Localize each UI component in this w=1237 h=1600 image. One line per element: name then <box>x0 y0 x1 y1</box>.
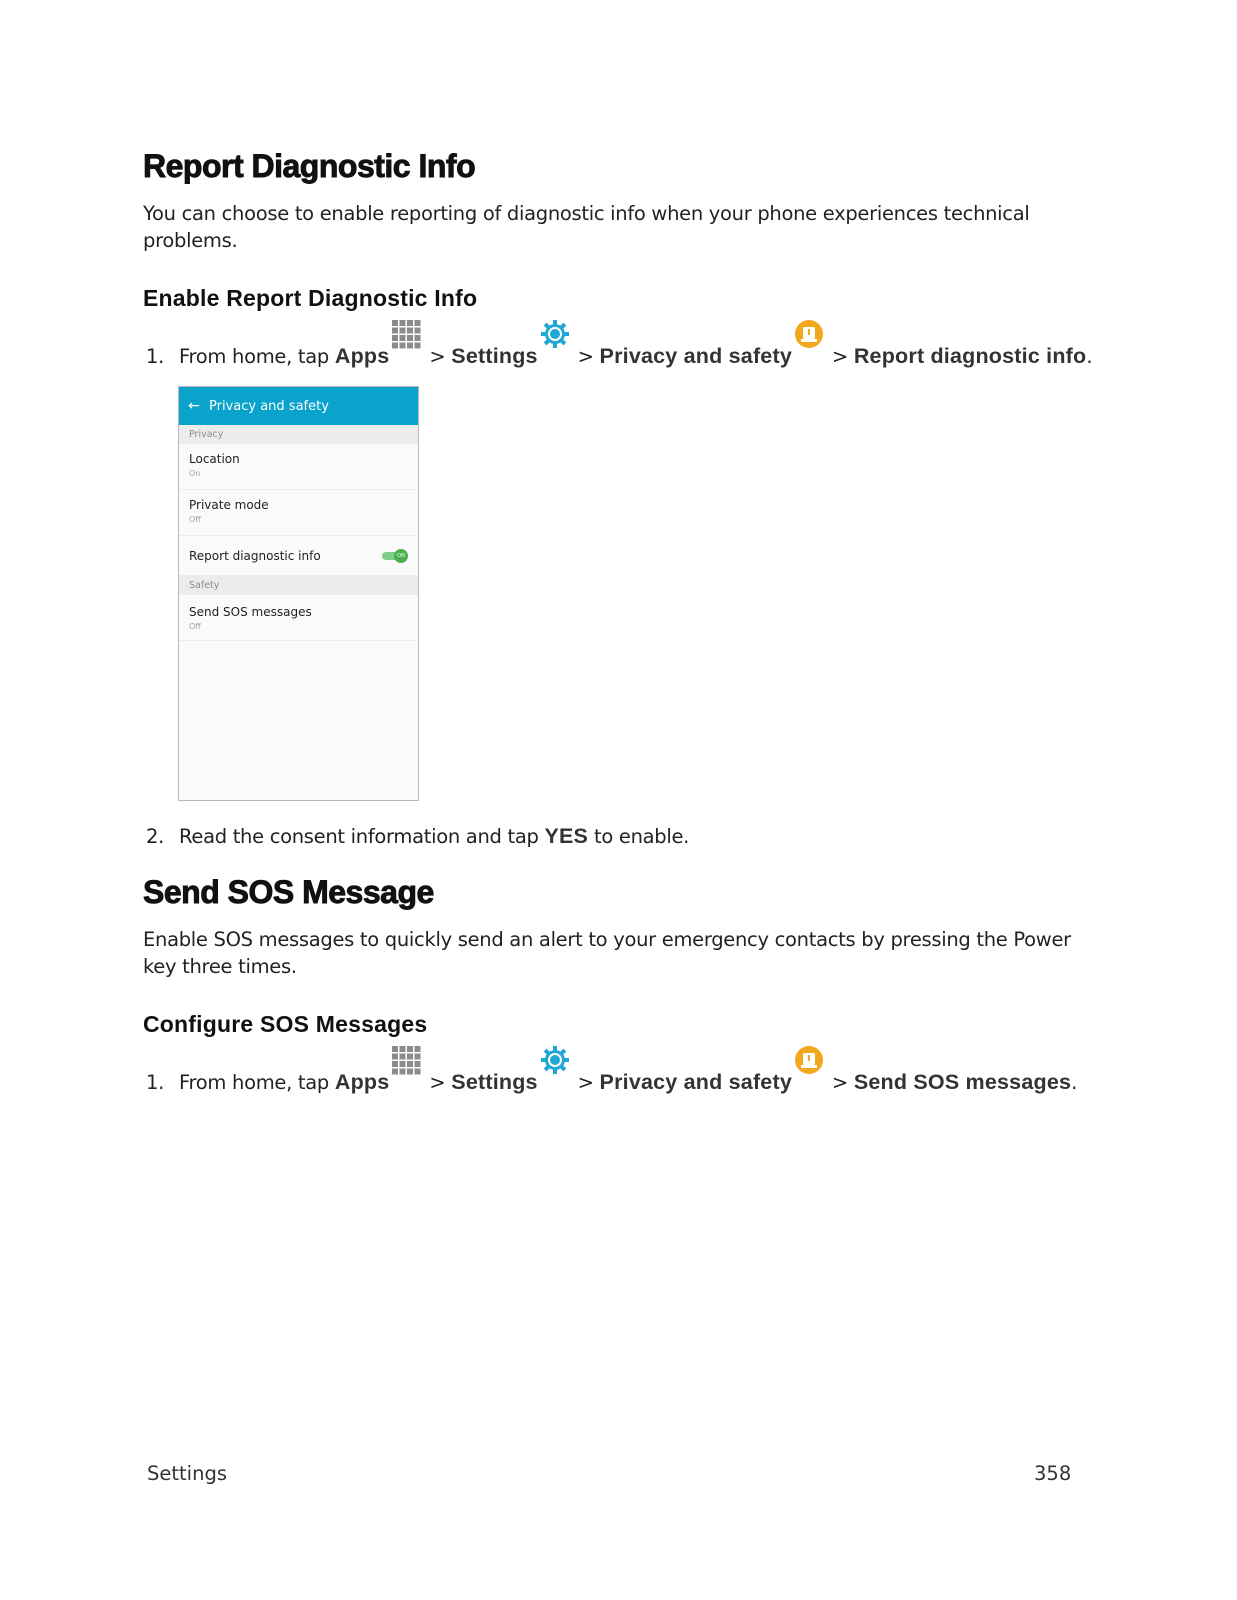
phone-screenshot <box>178 386 419 801</box>
footer-section: Settings <box>147 1462 227 1485</box>
app-bar-title: Privacy and safety <box>209 398 329 414</box>
settings-gear-icon <box>540 1045 570 1075</box>
toggle-knob: ON <box>394 549 408 563</box>
separator: > <box>423 1071 452 1094</box>
step-text: From home, tap <box>179 345 335 368</box>
list-item-title: Report diagnostic info <box>189 549 321 563</box>
send-sos-link: Send SOS messages <box>853 1070 1072 1094</box>
list-item-status: Off <box>189 515 201 524</box>
subtitle-configure-sos: Configure SOS Messages <box>143 1011 428 1037</box>
separator: > <box>571 345 600 368</box>
list-item-title: Send SOS messages <box>189 605 312 619</box>
yes-label: YES <box>544 824 589 848</box>
list-item-title: Private mode <box>189 498 269 512</box>
period: . <box>1086 345 1093 368</box>
subtitle-enable-report: Enable Report Diagnostic Info <box>143 285 478 311</box>
section-intro-send-sos: Enable SOS messages to quickly send an alert to your emergency contacts by pressing the Power key three times. <box>143 928 1071 978</box>
settings-link: Settings <box>451 1070 538 1094</box>
toggle-switch[interactable] <box>382 549 408 563</box>
list-item-location[interactable] <box>179 444 418 490</box>
arrow-left-icon[interactable]: ← <box>188 398 200 414</box>
section-title-send-sos: Send SOS Message <box>143 874 434 910</box>
list-item-title: Location <box>189 452 240 466</box>
step-text-end: to enable. <box>588 825 690 848</box>
page-number: 358 <box>1034 1462 1072 1485</box>
step-2-report <box>146 824 689 849</box>
list-item-private-mode[interactable] <box>179 490 418 536</box>
step-text: Read the consent information and tap <box>179 825 545 848</box>
apps-grid-icon <box>391 319 421 349</box>
list-item-status: On <box>189 469 201 478</box>
section-header-safety: Safety <box>179 576 418 595</box>
section-title-report-diagnostic: Report Diagnostic Info <box>143 148 476 184</box>
list-item-report-diagnostic[interactable] <box>179 536 418 576</box>
step-1-sos <box>146 1059 1077 1095</box>
list-item-send-sos[interactable] <box>179 595 418 641</box>
section-header-privacy: Privacy <box>179 425 418 444</box>
separator: > <box>825 1071 854 1094</box>
settings-gear-icon <box>540 319 570 349</box>
apps-grid-icon <box>391 1045 421 1075</box>
privacy-link: Privacy and safety <box>599 344 792 368</box>
separator: > <box>423 345 452 368</box>
privacy-safety-icon <box>794 1045 824 1075</box>
privacy-safety-icon <box>794 319 824 349</box>
app-bar <box>179 387 418 425</box>
report-diagnostic-link: Report diagnostic info <box>853 344 1087 368</box>
step-number: 1. <box>146 1071 165 1094</box>
period: . <box>1071 1071 1078 1094</box>
privacy-link: Privacy and safety <box>599 1070 792 1094</box>
apps-link: Apps <box>334 344 390 368</box>
step-number: 1. <box>146 345 165 368</box>
apps-link: Apps <box>334 1070 390 1094</box>
section-intro-report-diagnostic: You can choose to enable reporting of diagnostic info when your phone experiences technical problems. <box>143 202 1030 252</box>
step-1-report <box>146 333 1092 369</box>
settings-link: Settings <box>451 344 538 368</box>
list-item-status: Off <box>189 622 201 631</box>
step-number: 2. <box>146 825 165 848</box>
step-text: From home, tap <box>179 1071 335 1094</box>
separator: > <box>571 1071 600 1094</box>
separator: > <box>825 345 854 368</box>
